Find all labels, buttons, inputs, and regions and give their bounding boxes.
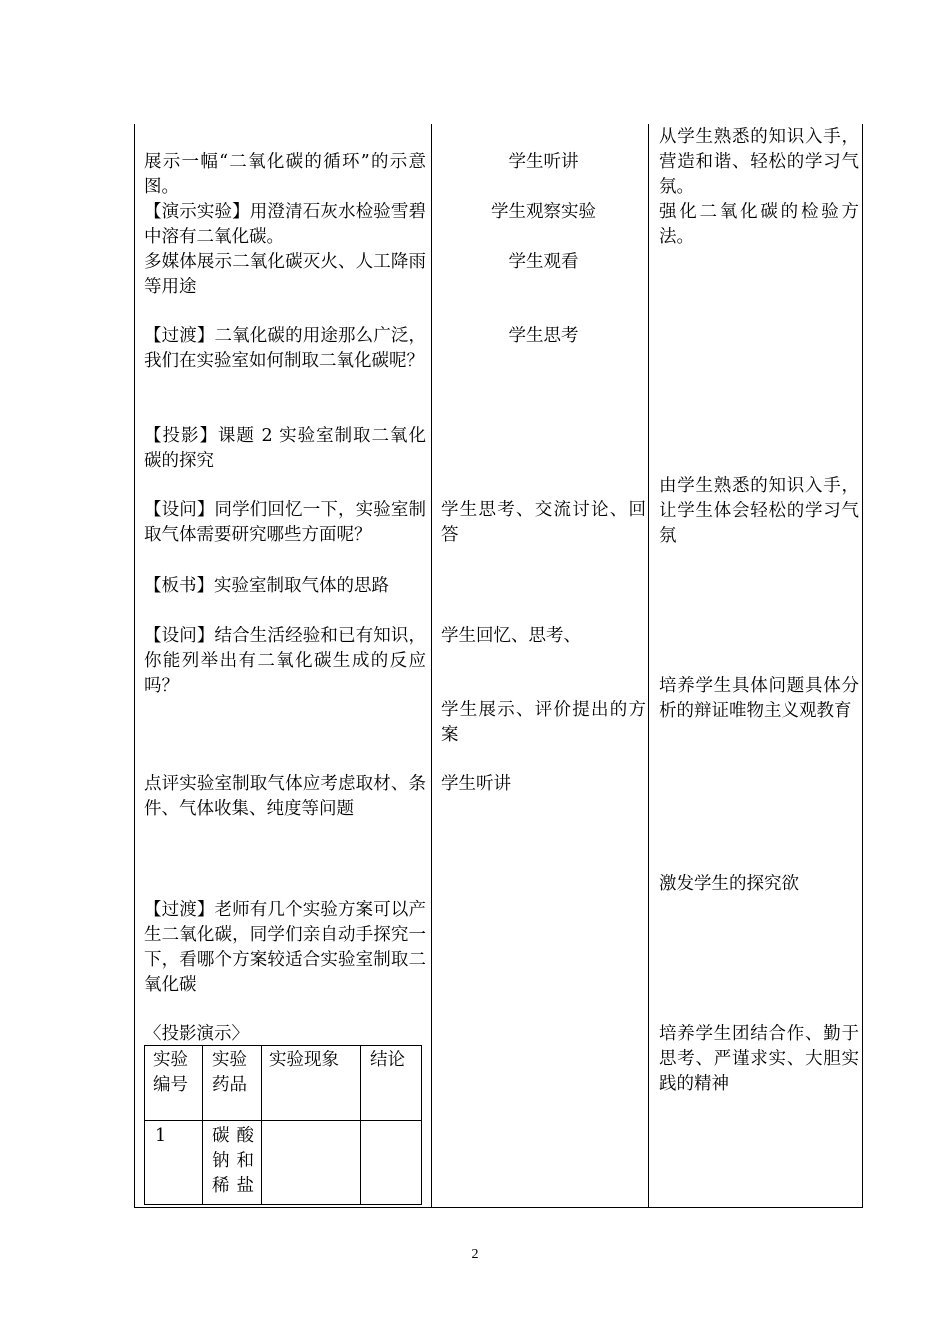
teacher-text-4: 【过渡】二氧化碳的用途那么广泛，我们在实验室如何制取二氧化碳呢？ (144, 326, 426, 371)
experiment-header-conclusion: 结论 (370, 1050, 405, 1070)
teacher-text-6: 【设问】同学们回忆一下，实验室制取气体需要研究哪些方面呢？ (144, 500, 426, 545)
intent-text-1: 从学生熟悉的知识入手，营造和谐、轻松的学习气氛。 (659, 127, 859, 197)
lesson-table (134, 124, 863, 1208)
teacher-text-1: 展示一幅“二氧化碳的循环”的示意图。 (144, 152, 426, 197)
intent-text-6: 培养学生团结合作、勤于思考、严谨求实、大胆实践的精神 (659, 1024, 859, 1094)
student-text-6: 学生回忆、思考、 (441, 626, 581, 646)
teacher-text-10: 【过渡】老师有几个实验方案可以产生二氧化碳，同学们亲自动手探究一下，看哪个方案较适合实验室制取二氧化碳 (144, 900, 426, 995)
student-text-4: 学生思考 (508, 326, 579, 346)
intent-text-2: 强化二氧化碳的检验方法。 (659, 202, 859, 247)
student-text-7: 学生展示、评价提出的方案 (441, 700, 646, 745)
teacher-text-2: 【演示实验】用澄清石灰水检验雪碧中溶有二氧化碳。 (144, 202, 426, 247)
teacher-text-11: 〈投影演示〉 (144, 1024, 249, 1044)
teacher-text-5: 【投影】课题 2 实验室制取二氧化碳的探究 (144, 426, 426, 471)
intent-text-5: 激发学生的探究欲 (659, 874, 799, 894)
intent-text-4: 培养学生具体问题具体分析的辩证唯物主义观教育 (659, 676, 859, 721)
experiment-table-divider (261, 1046, 262, 1204)
teacher-text-7: 【板书】实验室制取气体的思路 (144, 576, 389, 596)
student-text-8: 学生听讲 (441, 774, 511, 794)
page-number: 2 (471, 1247, 479, 1262)
experiment-table-row-divider (145, 1120, 421, 1121)
experiment-row-reagent: 碳酸钠和稀盐 (212, 1126, 254, 1196)
experiment-table-divider (202, 1046, 203, 1204)
column-divider (648, 124, 649, 1207)
student-text-5: 学生思考、交流讨论、回答 (441, 500, 646, 545)
experiment-header-reagent: 实验药品 (212, 1050, 247, 1095)
experiment-header-phenomenon: 实验现象 (269, 1050, 339, 1070)
teacher-text-8: 【设问】结合生活经验和已有知识，你能列举出有二氧化碳生成的反应吗？ (144, 626, 426, 696)
experiment-row-id: 1 (155, 1126, 167, 1146)
student-text-1: 学生听讲 (508, 152, 579, 172)
experiment-header-id: 实验编号 (153, 1050, 188, 1095)
teacher-text-3: 多媒体展示二氧化碳灭火、人工降雨等用途 (144, 252, 426, 297)
student-text-2: 学生观察实验 (491, 202, 596, 222)
column-divider (431, 124, 432, 1207)
experiment-table-divider (360, 1046, 361, 1204)
experiment-table (144, 1045, 422, 1205)
teacher-text-9: 点评实验室制取气体应考虑取材、条件、气体收集、纯度等问题 (144, 774, 426, 819)
student-text-3: 学生观看 (508, 252, 579, 272)
intent-text-3: 由学生熟悉的知识入手，让学生体会轻松的学习气氛 (659, 476, 859, 546)
